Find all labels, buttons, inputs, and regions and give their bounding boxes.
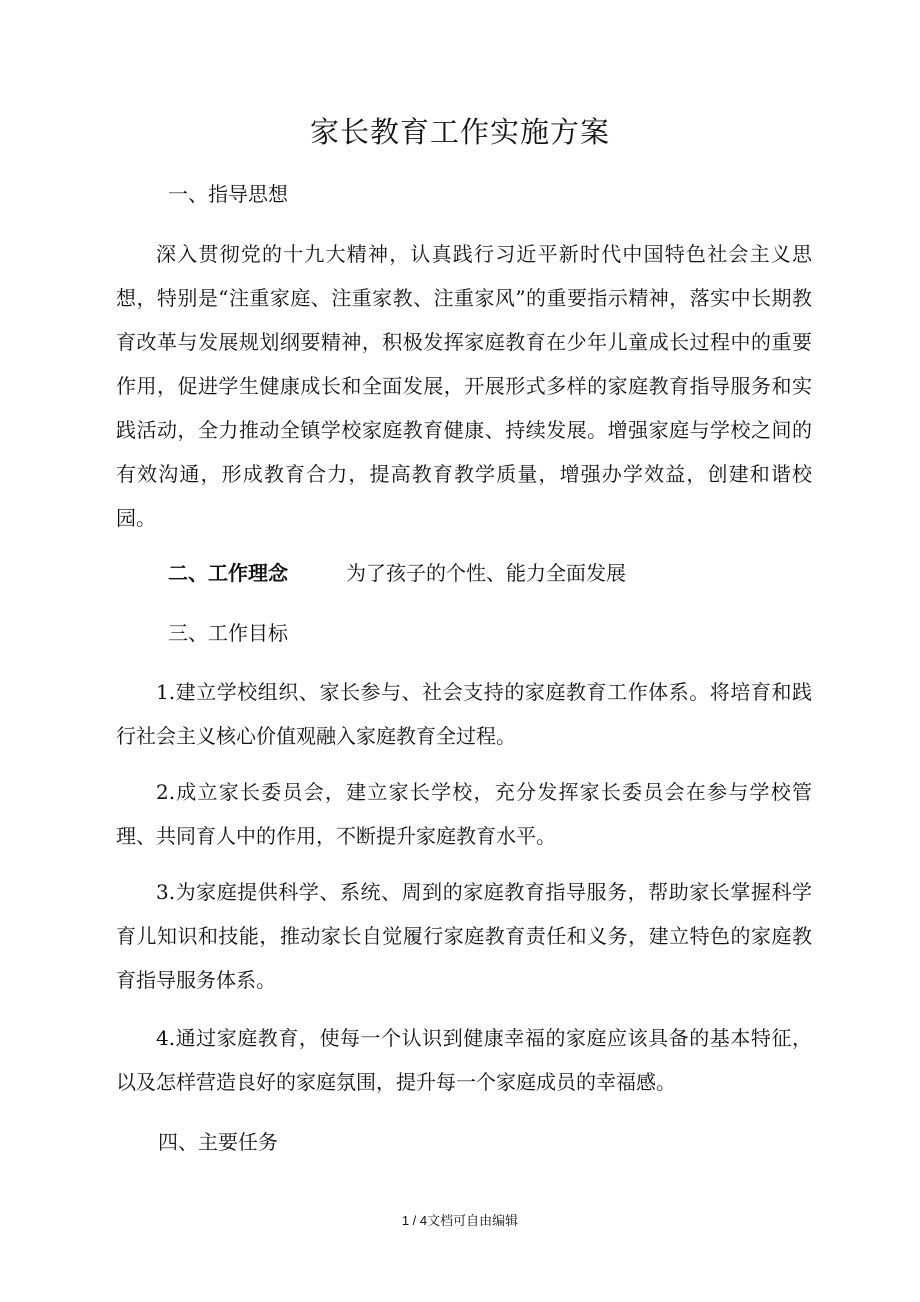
work-concept-text: 为了孩子的个性、能力全面发展 [346, 561, 626, 585]
section-heading-work-concept [168, 551, 626, 595]
document-title: 家长教育工作实施方案 [309, 115, 610, 149]
section-body-guiding-ideology: 深入贯彻党的十九大精神，认真践行习近平新时代中国特色社会主义思想，特别是“注重家庭、注重家教、注重家风”的重要指示精神，落实中长期教育改革与发展规划纲要精神，积极发挥家庭教育在少年儿童成长过程中的重要作用，促进学生健康成长和全面发展，开展形式多样的家庭教育指导服务和实践活动，全力推动全镇学校家庭教育健康、持续发展。增强家庭与学校之间的有效沟通，形成教育合力，提高教育教学质量，增强办学效益，创建和谐校园。 [116, 242, 812, 530]
goal-item-1: 1.建立学校组织、家长参与、社会支持的家庭教育工作体系。将培育和践行社会主义核心价值观融入家庭教育全过程。 [116, 680, 812, 748]
goal-item-2: 2.成立家长委员会，建立家长学校，充分发挥家长委员会在参与学校管理、共同育人中的作用，不断提升家庭教育水平。 [116, 780, 812, 848]
section-heading-guiding-ideology: 一、指导思想 [168, 182, 288, 206]
page-footer: 1 / 4文档可自由编辑 [401, 1213, 519, 1228]
goal-item-3: 3.为家庭提供科学、系统、周到的家庭教育指导服务，帮助家长掌握科学育儿知识和技能，推动家长自觉履行家庭教育责任和义务，建立特色的家庭教育指导服务体系。 [116, 880, 812, 992]
section-heading-main-tasks: 四、主要任务 [158, 1130, 278, 1154]
work-concept-label: 二、工作理念 [168, 561, 288, 585]
section-heading-work-goals: 三、工作目标 [168, 621, 288, 645]
goal-item-4: 4.通过家庭教育，使每一个认识到健康幸福的家庭应该具备的基本特征，以及怎样营造良好的家庭氛围，提升每一个家庭成员的幸福感。 [116, 1026, 812, 1094]
